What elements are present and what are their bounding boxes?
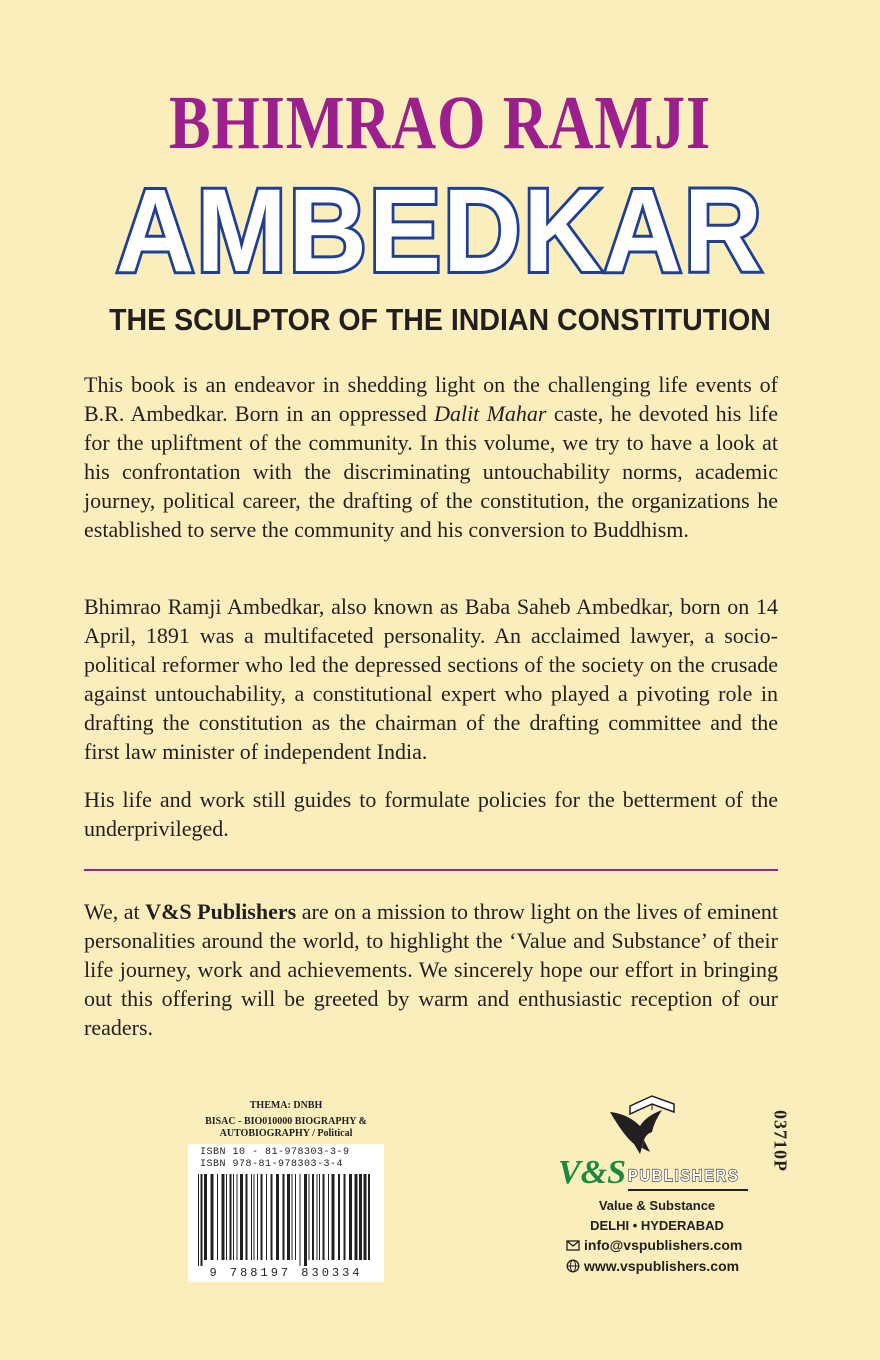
barcode-bar [368, 1174, 370, 1260]
envelope-icon [566, 1238, 580, 1252]
website-link[interactable]: www.vspublishers.com [584, 1258, 740, 1274]
barcode-bar [251, 1174, 252, 1260]
publisher-cities: DELHI • HYDERABAD [590, 1218, 724, 1233]
barcode-bar [319, 1174, 320, 1260]
isbn-10: ISBN 10 - 81-978303-3-9 [200, 1147, 350, 1158]
globe-icon [566, 1259, 580, 1273]
blurb-paragraph-2: Bhimrao Ramji Ambedkar, also known as Baba Saheb Ambedkar, born on 14 April, 1891 was a multifaceted personality. An acclaimed lawyer, a socio-political reformer who led the depressed sections of the society on the crusade against untouchability, a constitutional expert who played a pivoting role in drafting the constitution as the chairman of the drafting committee and the first law minister of independent India. [84, 594, 778, 764]
section-divider [84, 869, 778, 871]
barcode-bar [226, 1174, 227, 1260]
barcode-bar [287, 1174, 290, 1260]
title-line-1: BHIMRAO RAMJI [168, 81, 712, 165]
barcode-digits: 9 788197 830334 [209, 1266, 363, 1280]
barcode-bar [271, 1174, 273, 1260]
barcode-bar [230, 1174, 232, 1260]
barcode-bar [338, 1174, 340, 1260]
barcode-box [188, 1144, 384, 1282]
barcode-bar [349, 1174, 352, 1260]
barcode-bar [261, 1174, 263, 1260]
product-code [770, 1095, 790, 1187]
barcode-bar [359, 1174, 362, 1260]
barcode-bar [246, 1174, 248, 1260]
barcode-bar [222, 1174, 225, 1260]
publisher-note-bold: V&S Publishers [145, 899, 297, 924]
barcode-bar [355, 1174, 358, 1260]
brand-short: V&S [558, 1154, 627, 1191]
barcode-bar [300, 1174, 301, 1266]
barcode-bar [266, 1174, 267, 1260]
blurb-p1-italic: Dalit Mahar [434, 401, 547, 426]
barcode-bar [198, 1174, 199, 1266]
publisher-note-end: are on a mission to throw light on the lives of eminent personalities around the world, to highlight the ‘Value and Substance’ of their life journey, work and achievements. We sincerely hope our effort in bringing out this offering will be greeted by warm and enthusiastic reception of our readers. [84, 899, 778, 1040]
barcode-bar [237, 1174, 238, 1260]
email-link[interactable]: info@vspublishers.com [584, 1237, 743, 1253]
barcode-bar [304, 1174, 307, 1266]
bisac-code: BISAC - BIO010000 BIOGRAPHY & AUTOBIOGRAPHY / Political [205, 1116, 367, 1139]
subtitle: THE SCULPTOR OF THE INDIAN CONSTITUTION [109, 302, 771, 337]
barcode-bars [196, 1174, 376, 1266]
product-code-text: 03710P [770, 1110, 791, 1172]
barcode-bar [295, 1174, 296, 1260]
barcode-bar [364, 1174, 367, 1260]
barcode-bar [317, 1174, 318, 1260]
blurb-p1-end: caste, he devoted his life for the upliftment of the community. In this volume, we try to have a look at his confrontation with the discriminating untouchability norms, academic journey, political career, the drafting of the constitution, the organizations he established to serve the community and his conversion to Buddhism. [84, 401, 778, 542]
barcode-bar [323, 1174, 325, 1260]
barcode-bar [283, 1174, 285, 1260]
barcode-bar [240, 1174, 243, 1260]
website-row[interactable] [566, 1257, 739, 1275]
barcode-bar [204, 1174, 207, 1260]
email-row[interactable] [566, 1236, 742, 1254]
barcode-bar [211, 1174, 214, 1260]
thema-code: THEMA: DNBH [249, 1100, 323, 1111]
barcode-bar [312, 1174, 314, 1260]
publisher-brand [558, 1152, 758, 1202]
barcode-bar [332, 1174, 335, 1260]
barcode-bar [233, 1174, 234, 1260]
barcode-bar [254, 1174, 255, 1260]
publisher-note-start: We, at [84, 899, 146, 924]
barcode-bar [201, 1174, 203, 1266]
barcode-bar [217, 1174, 218, 1260]
barcode-bar [328, 1174, 329, 1260]
barcode-bar [344, 1174, 346, 1260]
publisher-note [84, 897, 778, 1042]
title-line-2: AMBEDKAR [116, 165, 764, 297]
barcode-bar [257, 1174, 258, 1260]
brand-word: PUBLISHERS [628, 1166, 740, 1185]
brand-underline [628, 1189, 748, 1191]
barcode-bar [292, 1174, 293, 1260]
blurb-paragraph-3: His life and work still guides to formulate policies for the betterment of the underprivileged. [84, 787, 778, 841]
barcode-bar [276, 1174, 279, 1260]
publisher-tagline: Value & Substance [598, 1198, 716, 1213]
blurb-p1-start: This book is an endeavor in shedding light on the challenging life events of B.R. Ambedkar. Born in an oppressed [84, 372, 778, 426]
blurb-paragraph-1 [84, 370, 778, 544]
isbn-13: ISBN 978-81-978303-3-4 [200, 1159, 344, 1170]
barcode-bar [309, 1174, 310, 1260]
